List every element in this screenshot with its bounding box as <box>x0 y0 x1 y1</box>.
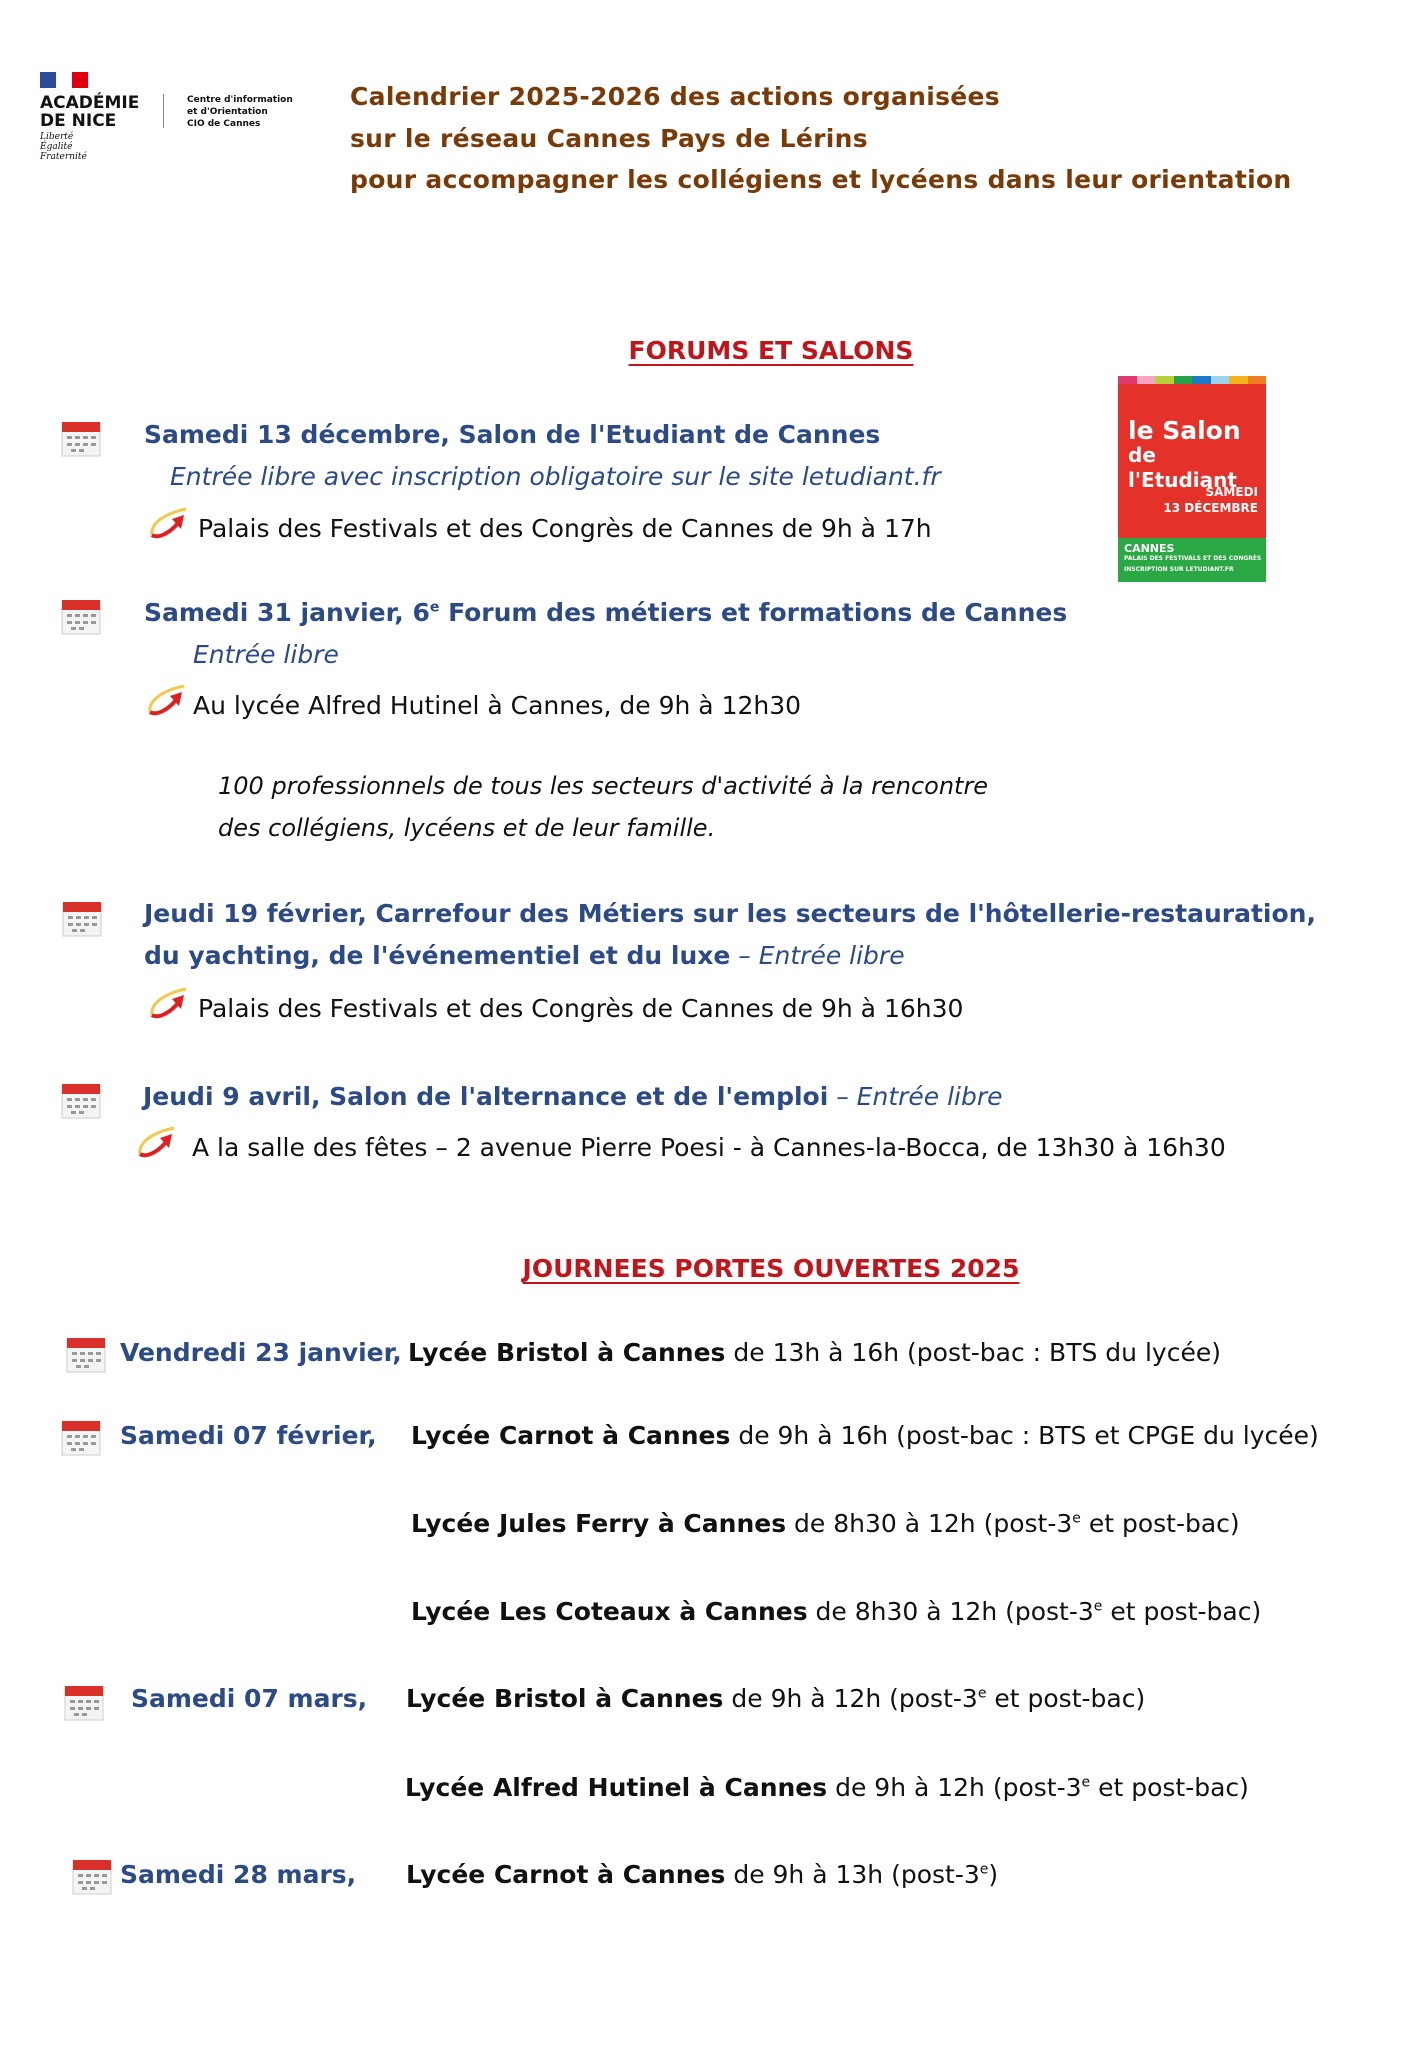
event-note: Entrée libre <box>193 640 339 669</box>
jpo-row: Lycée Carnot à Cannes de 9h à 13h (post-3e) <box>406 1860 999 1889</box>
forums-heading: FORUMS ET SALONS <box>628 336 914 365</box>
arrow-icon <box>148 505 190 539</box>
jpo-row: Lycée Carnot à Cannes de 9h à 16h (post-bac : BTS et CPGE du lycée) <box>411 1421 1319 1450</box>
event-title-line2: du yachting, de l'événementiel et du luxe – Entrée libre <box>144 941 905 970</box>
jpo-date: Samedi 07 mars, <box>131 1684 368 1713</box>
jpo-row: Lycée Bristol à Cannes de 9h à 12h (post-3e et post-bac) <box>406 1684 1146 1713</box>
event-place: Palais des Festivals et des Congrès de Cannes de 9h à 17h <box>198 514 932 543</box>
arrow-icon <box>148 985 190 1019</box>
jpo-row: Lycée Bristol à Cannes de 13h à 16h (post-bac : BTS du lycée) <box>408 1338 1221 1367</box>
calendar-icon <box>59 418 103 458</box>
calendar-icon <box>70 1856 114 1896</box>
salon-etudiant-poster: le Salon de l'Etudiant SAMEDI 13 DÉCEMBRE CANNES PALAIS DES FESTIVALS ET DES CONGRÈS INSCRIPTION SUR LETUDIANT.FR <box>1118 376 1266 582</box>
arrow-icon <box>136 1124 178 1158</box>
jpo-heading: JOURNEES PORTES OUVERTES 2025 <box>522 1254 1020 1283</box>
logo-motto: Liberté Égalité Fraternité <box>40 132 87 162</box>
event-description: des collégiens, lycéens et de leur famille. <box>218 814 716 842</box>
event-place: Au lycée Alfred Hutinel à Cannes, de 9h à 12h30 <box>193 691 802 720</box>
calendar-icon <box>59 1080 103 1120</box>
calendar-icon <box>59 1417 103 1457</box>
jpo-row: Lycée Alfred Hutinel à Cannes de 9h à 12h (post-3e et post-bac) <box>405 1773 1249 1802</box>
event-note: Entrée libre avec inscription obligatoire sur le site letudiant.fr <box>170 462 941 491</box>
calendar-icon <box>64 1334 108 1374</box>
jpo-row: Lycée Jules Ferry à Cannes de 8h30 à 12h (post-3e et post-bac) <box>411 1509 1240 1538</box>
marianne-flag-icon <box>40 72 88 88</box>
jpo-date: Samedi 07 février, <box>120 1421 377 1450</box>
calendar-icon <box>62 1682 106 1722</box>
calendar-icon <box>59 596 103 636</box>
logo-academie: ACADÉMIE DE NICE <box>40 93 140 131</box>
event-title: Samedi 31 janvier, 6e Forum des métiers et formations de Cannes <box>144 598 1068 627</box>
jpo-date: Vendredi 23 janvier, <box>120 1338 402 1367</box>
calendar-icon <box>60 898 104 938</box>
arrow-icon <box>146 682 188 716</box>
jpo-row: Lycée Les Coteaux à Cannes de 8h30 à 12h (post-3e et post-bac) <box>411 1597 1262 1626</box>
event-title: Jeudi 19 février, Carrefour des Métiers sur les secteurs de l'hôtellerie-restauration, <box>144 899 1316 928</box>
event-place: Palais des Festivals et des Congrès de Cannes de 9h à 16h30 <box>198 994 964 1023</box>
header-line-1: Calendrier 2025-2026 des actions organisées <box>350 82 1000 111</box>
event-title: Samedi 13 décembre, Salon de l'Etudiant de Cannes <box>144 420 881 449</box>
header-line-3: pour accompagner les collégiens et lycéens dans leur orientation <box>350 165 1292 194</box>
logo-divider <box>163 94 164 128</box>
event-title: Jeudi 9 avril, Salon de l'alternance et de l'emploi – Entrée libre <box>143 1082 1003 1111</box>
header-line-2: sur le réseau Cannes Pays de Lérins <box>350 124 868 153</box>
jpo-date: Samedi 28 mars, <box>120 1860 357 1889</box>
logo-cio: Centre d'information et d'Orientation CIO de Cannes <box>187 95 293 129</box>
event-description: 100 professionnels de tous les secteurs d'activité à la rencontre <box>218 772 989 800</box>
event-place: A la salle des fêtes – 2 avenue Pierre Poesi - à Cannes-la-Bocca, de 13h30 à 16h30 <box>192 1133 1226 1162</box>
